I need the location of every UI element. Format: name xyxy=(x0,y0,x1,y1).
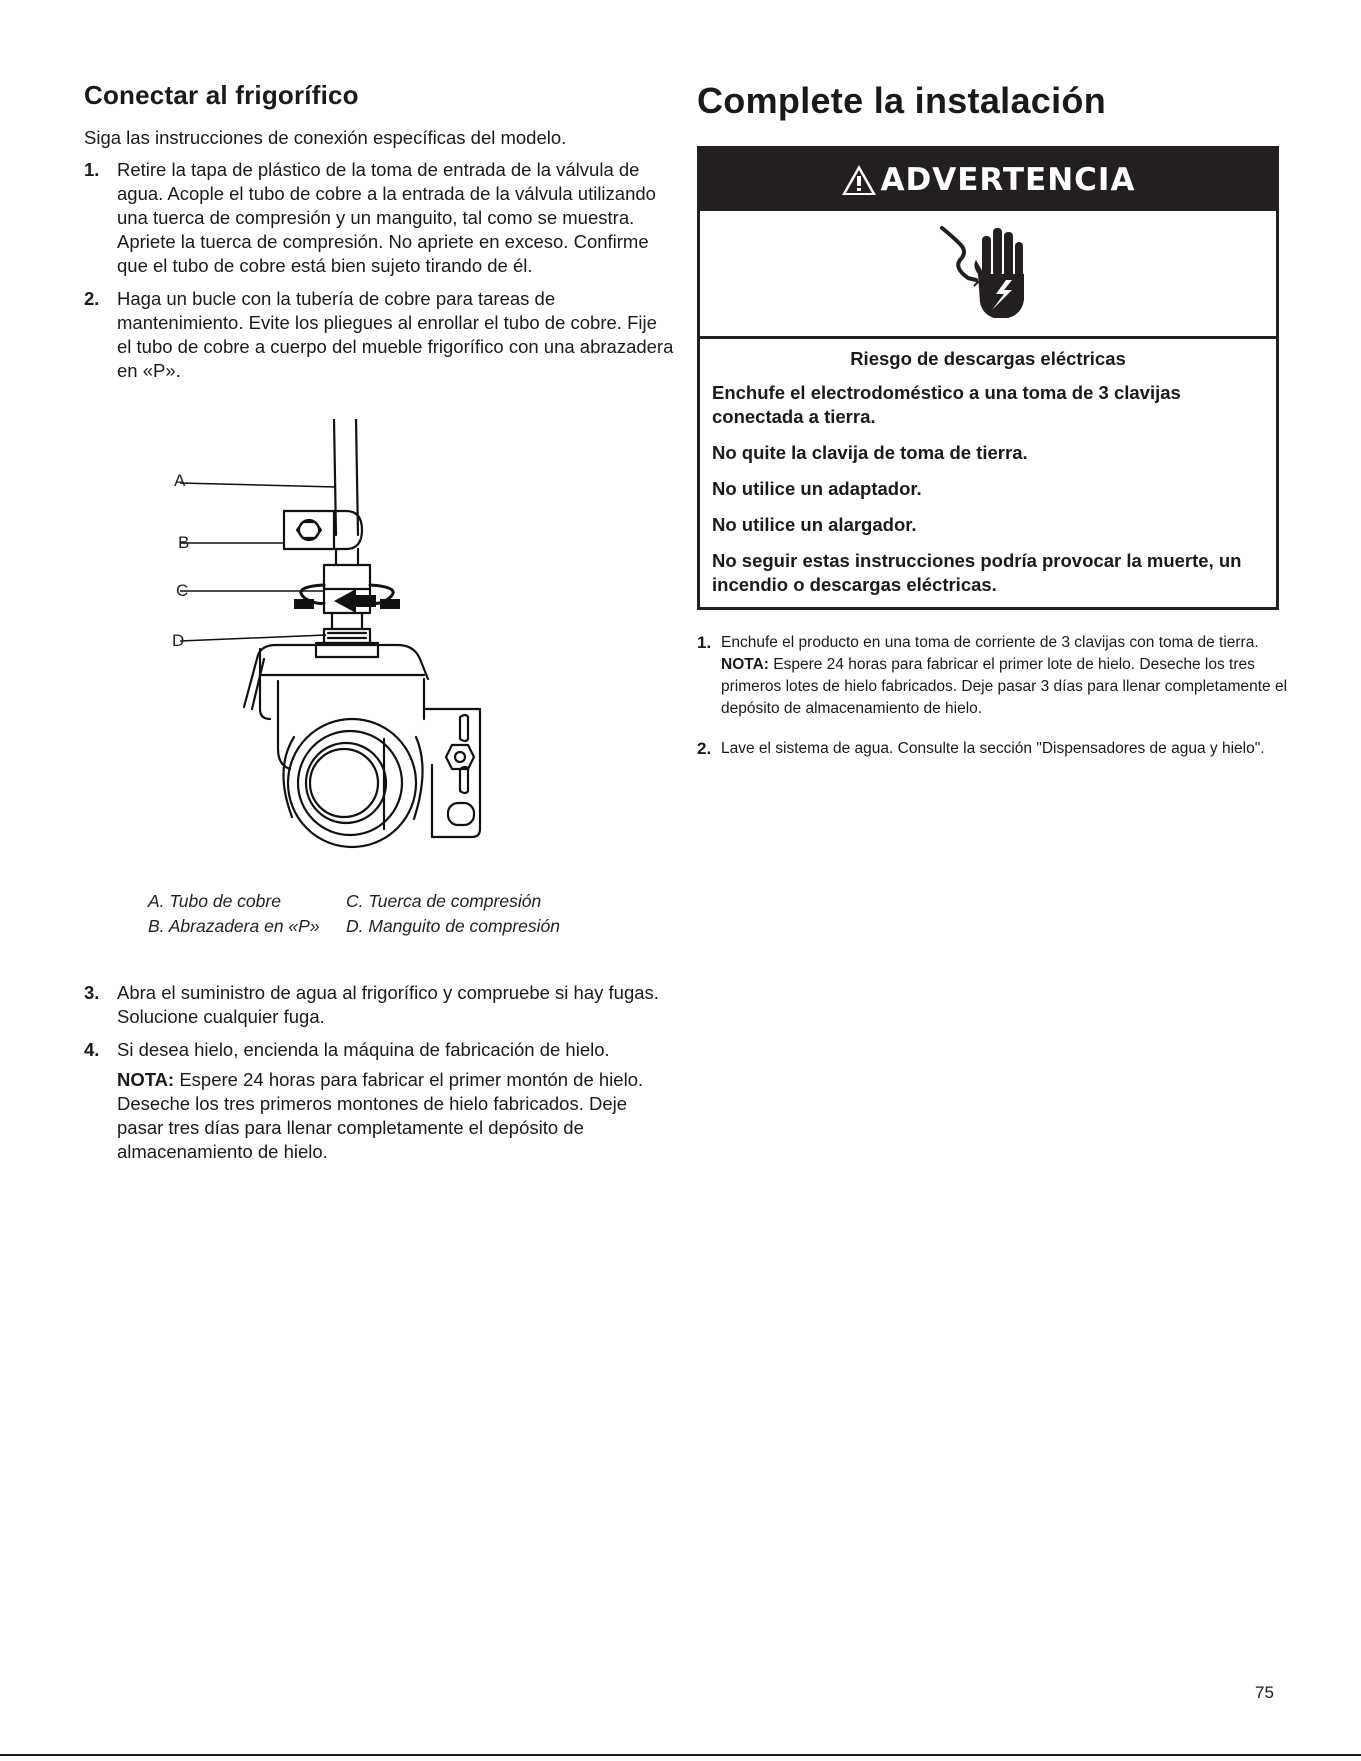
warning-icon-row xyxy=(700,211,1276,339)
list-item xyxy=(84,287,674,383)
note-text: Espere 24 horas para fabricar el primer montón de hielo. Deseche los tres primeros montones de hielo fabricados. Deje pasar tres días para llenar completamente el depósito de almacenamiento de hielo. xyxy=(117,1069,644,1162)
step-text: Si desea hielo, encienda la máquina de fabricación de hielo. xyxy=(117,1039,610,1060)
page-number: 75 xyxy=(1255,1683,1274,1702)
note-block xyxy=(721,654,1297,720)
step-text: Lave el sistema de agua. Consulte la sección "Dispensadores de agua y hielo". xyxy=(721,740,1265,757)
electric-shock-hand-icon xyxy=(938,222,1038,326)
warning-line: No quite la clavija de toma de tierra. xyxy=(712,442,1028,463)
list-item xyxy=(84,1038,674,1164)
warning-line: Enchufe el electrodoméstico a una toma de 3 clavijas conectada a tierra. xyxy=(712,382,1181,427)
step-text: Enchufe el producto en una toma de corriente de 3 clavijas con toma de tierra. xyxy=(721,634,1259,651)
figure-label-b: B xyxy=(178,533,190,552)
figure-label-c: C xyxy=(176,581,189,600)
leader-a xyxy=(180,483,336,487)
section-title-complete: Complete la instalación xyxy=(697,80,1106,121)
legend-item-d: D. Manguito de compresión xyxy=(346,916,560,936)
leader-d xyxy=(180,635,326,641)
step-text: Abra el suministro de agua al frigorífico y compruebe si hay fugas. Solucione cualquier fuga. xyxy=(117,982,659,1027)
step-number: 3. xyxy=(84,982,100,1003)
left-column xyxy=(84,78,674,1173)
warning-triangle-icon xyxy=(841,164,877,196)
p-clamp-shape xyxy=(284,511,334,549)
valve-illustration xyxy=(84,419,604,889)
step-text: Haga un bucle con la tubería de cobre para tareas de mantenimiento. Evite los pliegues al enrollar el tubo de cobre. Fije el tubo de cobre a cuerpo del mueble frigorífico con una abrazadera en «P». xyxy=(117,288,674,381)
section-title-connect: Conectar al frigorífico xyxy=(84,80,359,110)
list-item xyxy=(84,158,674,278)
warning-line: No seguir estas instrucciones podría provocar la muerte, un incendio o descargas eléctricas. xyxy=(712,550,1242,595)
steps-list-a xyxy=(84,158,674,383)
warning-box xyxy=(697,146,1279,610)
note-label: NOTA: xyxy=(721,656,769,673)
warning-title: ADVERTENCIA xyxy=(880,162,1136,198)
note-text: Espere 24 horas para fabricar el primer lote de hielo. Deseche los tres primeros lotes de hielo fabricados. Deje pasar 3 días para llenar completamente el depósito de almacenamiento de hielo. xyxy=(721,656,1288,717)
footer-divider xyxy=(0,1754,1361,1756)
figure-label-d: D xyxy=(172,631,185,650)
warning-line: No utilice un adaptador. xyxy=(712,478,922,499)
list-item xyxy=(697,738,1297,760)
figure-legend xyxy=(148,889,674,945)
list-item xyxy=(84,981,674,1029)
figure-label-a: A xyxy=(174,471,186,490)
steps-list-right xyxy=(697,632,1297,760)
step-number: 2. xyxy=(84,288,100,309)
step-number: 2. xyxy=(697,739,712,758)
step-number: 1. xyxy=(697,633,712,652)
legend-item-c: C. Tuerca de compresión xyxy=(346,891,542,911)
warning-body xyxy=(700,339,1276,607)
warning-line: No utilice un alargador. xyxy=(712,514,917,535)
copper-tube-shape xyxy=(334,419,358,535)
valve-connection-diagram xyxy=(84,419,604,889)
list-item xyxy=(697,632,1297,720)
legend-item-a: A. Tubo de cobre xyxy=(148,891,281,911)
right-column xyxy=(697,78,1297,778)
note-block xyxy=(117,1068,674,1164)
warning-header xyxy=(700,149,1276,211)
steps-list-b xyxy=(84,981,674,1164)
nut-dark-band xyxy=(294,599,314,609)
risk-title: Riesgo de descargas eléctricas xyxy=(850,348,1126,369)
step-text: Retire la tapa de plástico de la toma de entrada de la válvula de agua. Acople el tubo de cobre a la entrada de la válvula utilizando una tuerca de compresión y un manguito, tal como se muestra. Apriete la tuerca de compresión. No apriete en exceso. Confirme que el tubo de cobre está bien sujeto tirando de él. xyxy=(117,159,656,276)
note-label: NOTA: xyxy=(117,1069,175,1090)
step-number: 1. xyxy=(84,159,100,180)
intro-text: Siga las instrucciones de conexión específicas del modelo. xyxy=(84,127,567,148)
step-number: 4. xyxy=(84,1039,100,1060)
legend-item-b: B. Abrazadera en «P» xyxy=(148,916,320,936)
